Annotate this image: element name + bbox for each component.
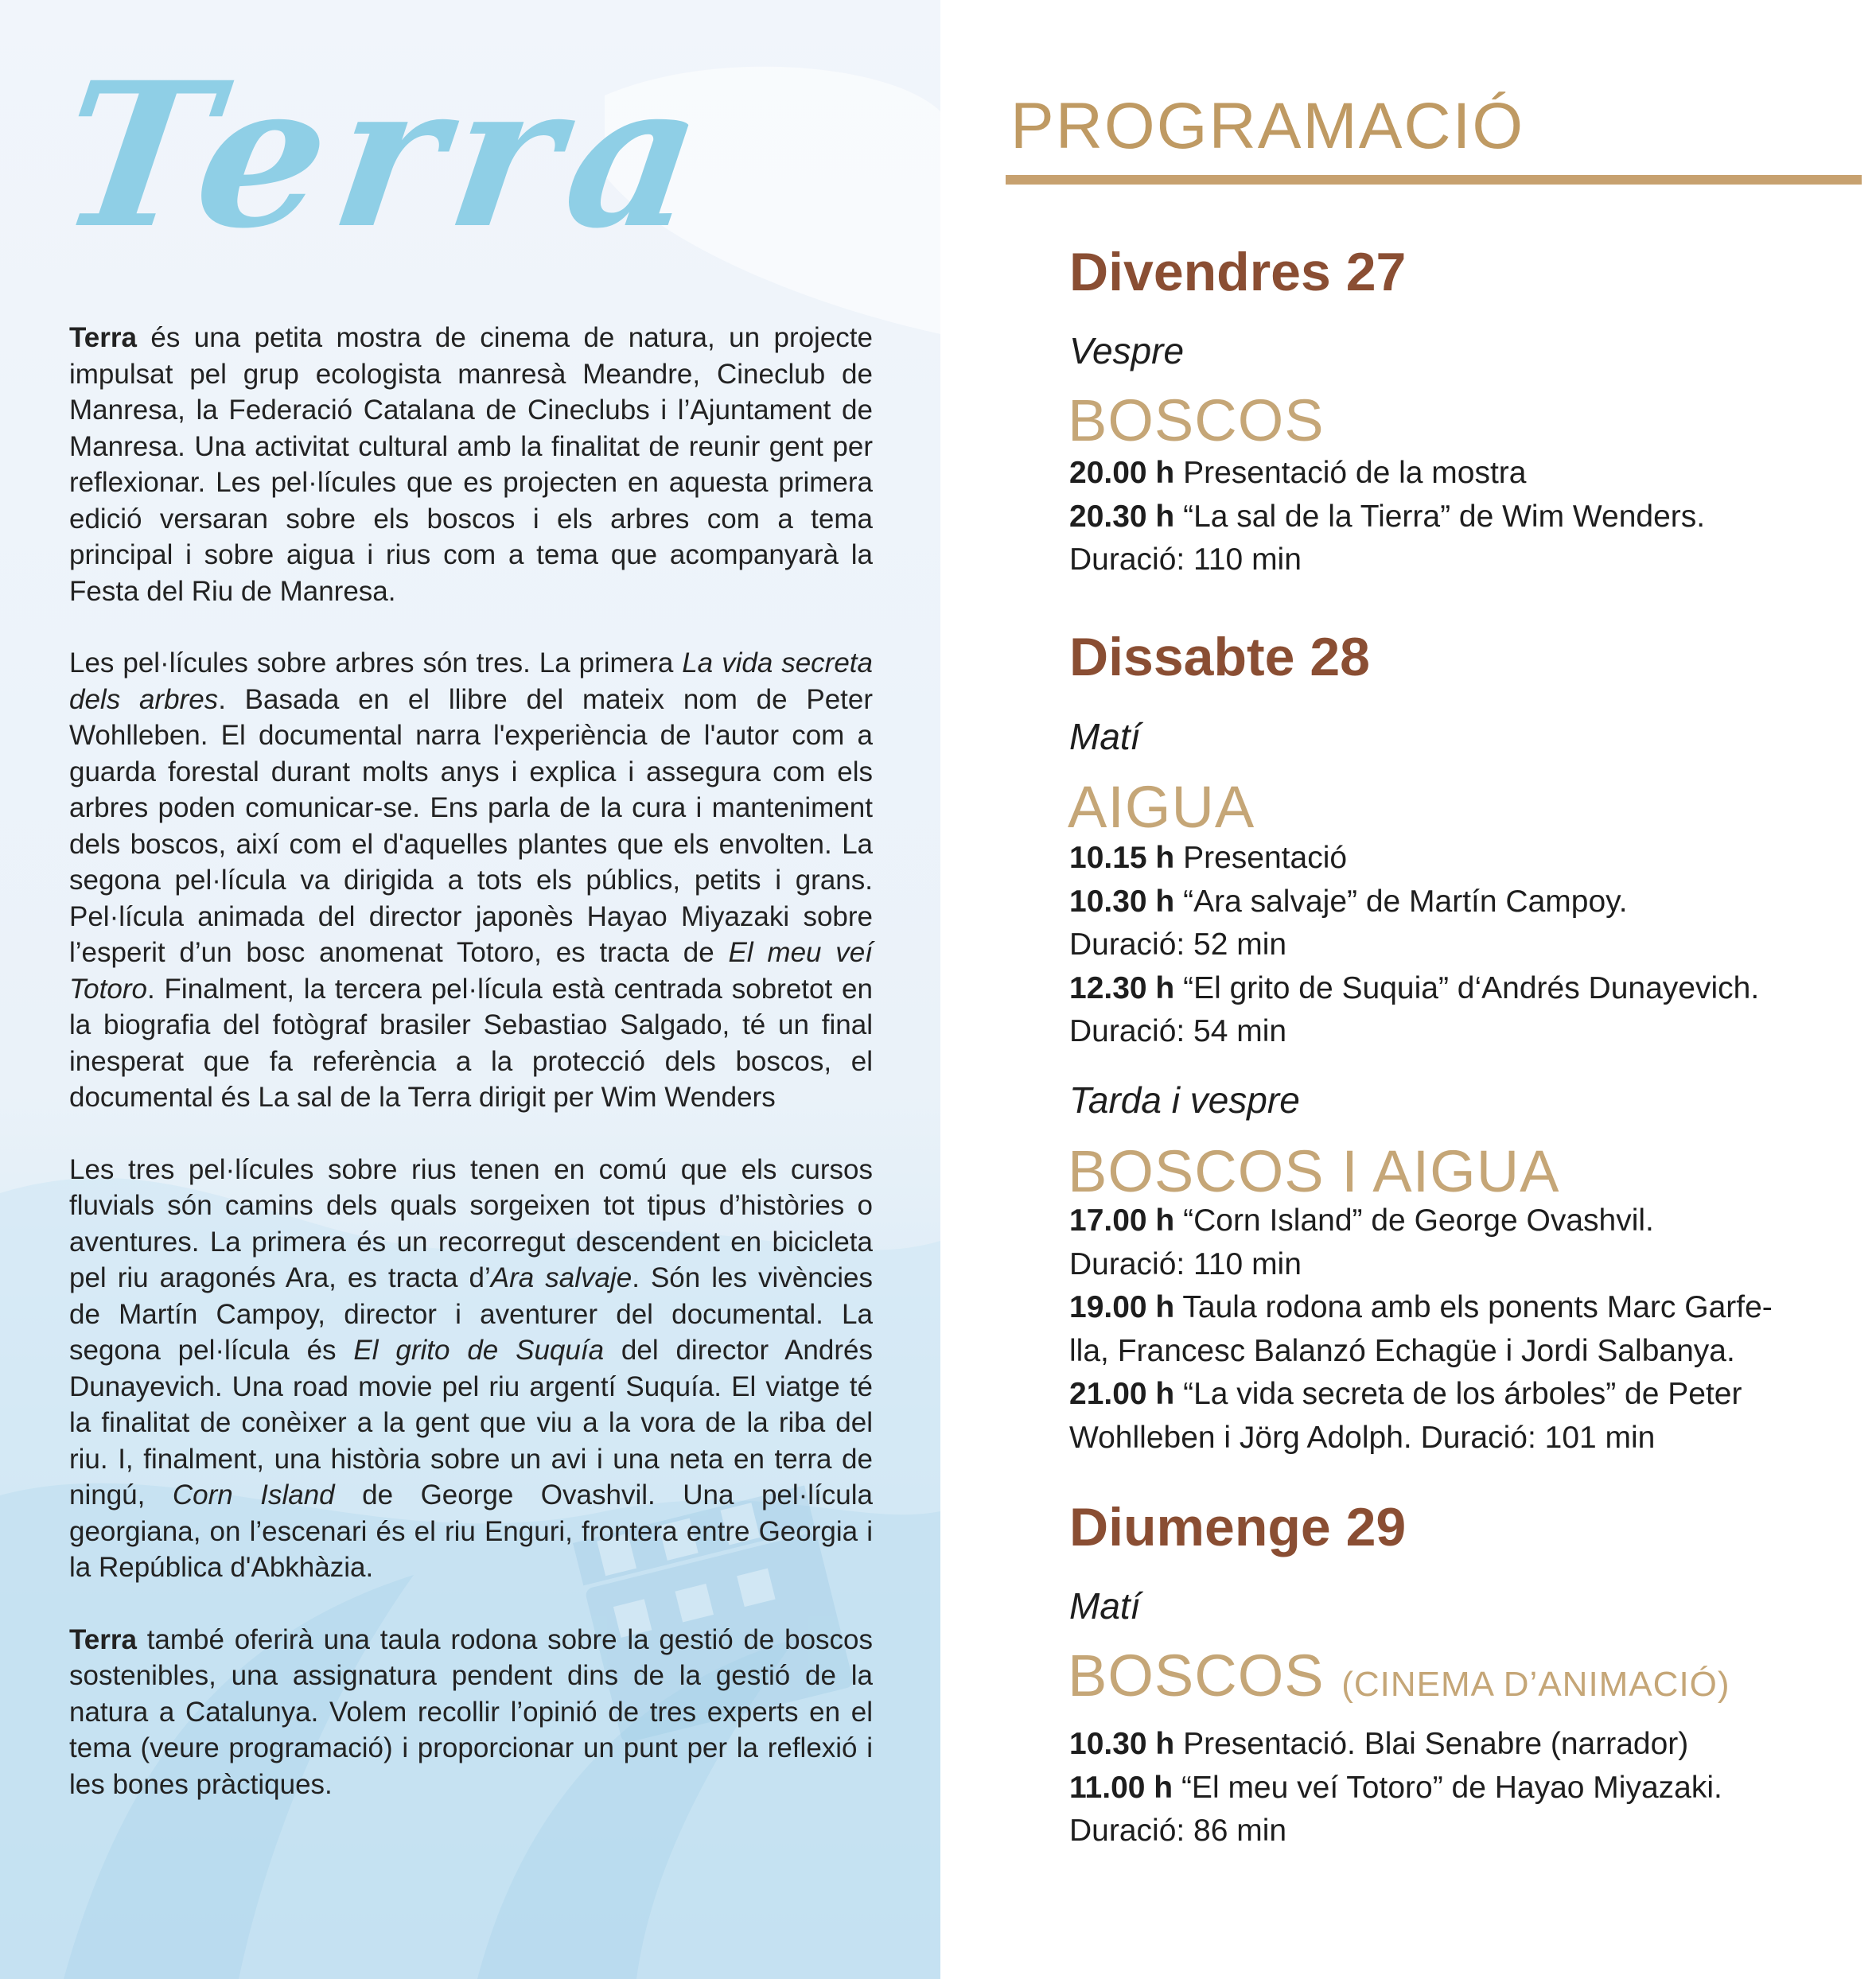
intro-text (69, 320, 873, 1838)
paragraph-text: de George Ovashvil. Una pel·lícula georgiana, on l’escenari és el riu Enguri, frontera entre Georgia i la República d'Abkhàzia. (69, 1479, 874, 1583)
film-title: El grito de Suquía (353, 1335, 605, 1366)
duration-text: Duració: 86 min (1069, 1814, 1287, 1848)
paragraph-text: . Són les vivències de Martín Campoy, director i aventurer del documental. La segona pel·lícula és (69, 1262, 873, 1366)
schedule-item (1069, 881, 1759, 924)
time-label: 20.30 h (1069, 499, 1175, 534)
event-text: Presentació de la mostra (1174, 456, 1527, 490)
theme-boscos: BOSCOS (1068, 387, 1325, 453)
intro-paragraph-4 (69, 1622, 873, 1803)
duration-text: Duració: 110 min (1069, 1246, 1302, 1281)
schedule-item (1069, 1723, 1722, 1767)
program-heading: PROGRAMACIÓ (1010, 90, 1525, 162)
schedule-saturday-afternoon (1069, 1199, 1773, 1460)
time-slot-evening: Vespre (1069, 330, 1185, 371)
duration-text: Duració: 52 min (1069, 927, 1287, 962)
schedule-friday (1069, 452, 1705, 582)
event-text: Presentació (1174, 841, 1348, 875)
event-text: “La vida secreta de los árboles” de Peter (1174, 1377, 1742, 1411)
page-title: Terra (47, 38, 726, 272)
day-heading-sunday: Diumenge 29 (1069, 1497, 1407, 1557)
film-title: El meu veí Totoro (69, 937, 873, 1005)
theme-label: BOSCOS (1068, 1643, 1325, 1709)
theme-boscos-aigua: BOSCOS I AIGUA (1068, 1138, 1560, 1204)
schedule-item (1069, 1373, 1773, 1417)
event-text: Presentació. Blai Senabre (narrador) (1174, 1727, 1689, 1761)
film-title: Ara salvaje (490, 1262, 632, 1293)
schedule-item (1069, 452, 1705, 496)
schedule-sunday (1069, 1723, 1722, 1853)
intro-paragraph-1 (69, 320, 873, 609)
schedule-item (1069, 1286, 1773, 1330)
duration-text: Duració: 110 min (1069, 542, 1302, 577)
time-label: 21.00 h (1069, 1377, 1175, 1411)
event-text: Taula rodona amb els ponents Marc Garfe- (1174, 1290, 1773, 1324)
event-text: “Ara salvaje” de Martín Campoy. (1174, 884, 1628, 919)
heading-divider (1006, 175, 1862, 185)
time-label: 10.15 h (1069, 841, 1175, 875)
program-panel (940, 0, 1876, 1979)
time-label: 20.00 h (1069, 456, 1175, 490)
brand-name: Terra (69, 322, 137, 353)
event-text: “La sal de la Tierra” de Wim Wenders. (1174, 499, 1706, 534)
time-slot-afternoon: Tarda i vespre (1069, 1079, 1300, 1121)
schedule-saturday-morning (1069, 837, 1759, 1054)
day-heading-saturday: Dissabte 28 (1069, 627, 1370, 687)
time-label: 10.30 h (1069, 884, 1175, 919)
schedule-item (1069, 837, 1759, 881)
time-label: 10.30 h (1069, 1727, 1175, 1761)
time-label: 12.30 h (1069, 970, 1175, 1005)
day-heading-friday: Divendres 27 (1069, 242, 1407, 302)
paragraph-text: també oferirà una taula rodona sobre la gestió de boscos sostenibles, una assignatura pendent dins de la gestió de la natura a Catalunya. Volem recollir l’opinió de tres experts en el tema (veure programació) i proporcionar un punt per la reflexió i les bones pràctiques. (69, 1623, 873, 1800)
paragraph-text: és una petita mostra de cinema de natura, un projecte impulsat pel grup ecologista manresà Meandre, Cineclub de Manresa, la Federació Catalana de Cineclubs i l’Ajuntament de Manresa. Una activitat cultural amb la finalitat de reunir gent per reflexionar. Les pel·lícules que es projecten en aquesta primera edició versaran sobre els boscos i els arbres com a tema principal i sobre aigua i rius com a tema que acompanyarà la Festa del Riu de Manresa. (69, 322, 873, 607)
paragraph-text: del director Andrés Dunayevich. Una road movie pel riu argentí Suquía. El viatge té la finalitat de conèixer a la gent que viu a la vora de la riba del riu. I, finalment, una història sobre un avi i una neta en terra de ningú, (69, 1335, 873, 1510)
time-label: 11.00 h (1069, 1770, 1173, 1805)
event-text: “El grito de Suquia” d‘Andrés Dunayevich. (1174, 970, 1760, 1005)
time-slot-morning: Matí (1069, 716, 1141, 757)
time-slot-morning: Matí (1069, 1585, 1141, 1627)
paragraph-text: Les pel·lícules sobre arbres són tres. La primera (69, 647, 683, 678)
event-text: “Corn Island” de George Ovashvil. (1174, 1203, 1654, 1238)
brand-name: Terra (69, 1623, 137, 1655)
theme-subtitle: (CINEMA D’ANIMACIÓ) (1341, 1665, 1730, 1704)
theme-aigua: AIGUA (1068, 774, 1255, 840)
film-title: La vida secreta dels arbres (69, 647, 873, 715)
paragraph-text: . Basada en el llibre del mateix nom de Peter Wohlleben. El documental narra l'experiència de l'autor com a guarda forestal durant molts anys i explica i assegura com els arbres poden comunicar-se. Ens parla de la cura i manteniment dels boscos, així com el d'aquelles plantes que els envolten. La segona pel·lícula va dirigida a tots els públics, petits i grans. Pel·lícula animada del director japonès Hayao Miyazaki sobre l’esperit d’un bosc anomenat Totoro, es tracta de (69, 683, 874, 968)
film-title: Corn Island (172, 1479, 335, 1510)
intro-paragraph-3 (69, 1152, 873, 1586)
paragraph-text: . Finalment, la tercera pel·lícula està centrada sobretot en la biografia del fotògraf brasiler Sebastiao Salgado, té un final inesperat que fa referència a la protecció dels boscos, el documental és La sal de la Terra dirigit per Wim Wenders (69, 973, 873, 1113)
schedule-item (1069, 496, 1705, 539)
paragraph-text: Les tres pel·lícules sobre rius tenen en comú que els cursos fluvials són camins dels quals sorgeixen tot tipus d’històries o aventures. La primera és un recorregut descendent en bicicleta pel riu aragonés Ara, es tracta d’ (69, 1153, 873, 1293)
schedule-item (1069, 1199, 1773, 1243)
time-label: 19.00 h (1069, 1290, 1175, 1324)
event-text: Wohlleben i Jörg Adolph. Duració: 101 min (1069, 1420, 1656, 1455)
duration-text: Duració: 54 min (1069, 1014, 1287, 1048)
intro-paragraph-2 (69, 645, 873, 1116)
event-text: “El meu veí Totoro” de Hayao Miyazaki. (1173, 1770, 1722, 1805)
schedule-item (1069, 967, 1759, 1011)
event-text: lla, Francesc Balanzó Echagüe i Jordi Salbanya. (1069, 1333, 1735, 1368)
schedule-item (1069, 1767, 1722, 1810)
theme-boscos-animation (1068, 1643, 1730, 1709)
time-label: 17.00 h (1069, 1203, 1175, 1238)
